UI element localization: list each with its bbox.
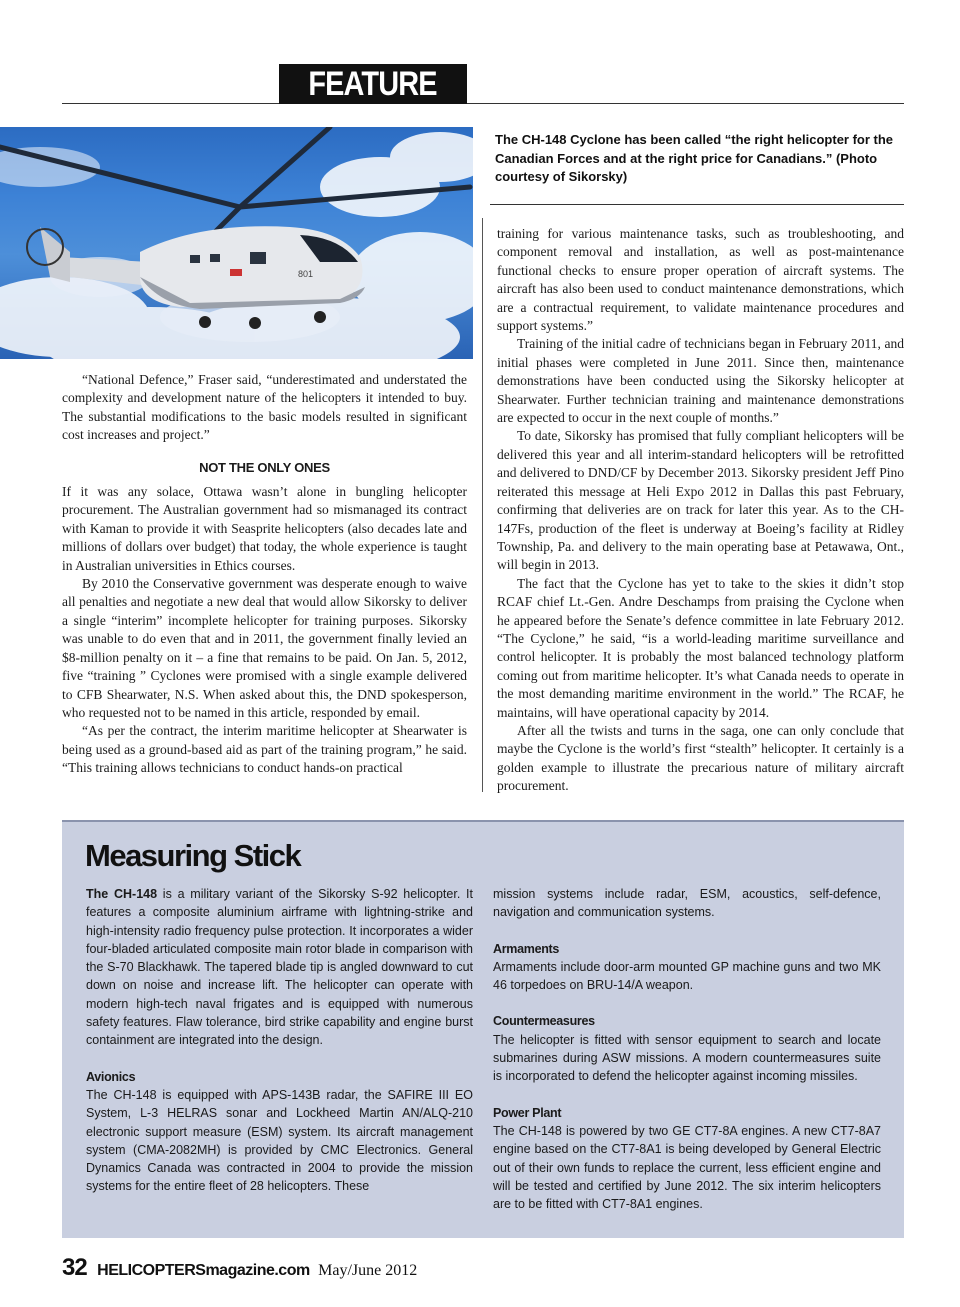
avionics-continued: mission systems include radar, ESM, acoustics, self-defence, navigation and communication systems. <box>493 887 881 920</box>
avionics-text: The CH-148 is equipped with APS-143B radar, the SAFIRE III EO System, L-3 HELRAS sonar and Lockheed Martin AN/ALQ-210 electronic support measure (ESM) system. Its aircraft management system (CMA-2082MH) is provided by CMC Electronics. General Dynamics Canada was contracted in 2004 to provide the mission systems for the entire fleet of 28 helicopters. These <box>86 1087 473 1194</box>
armaments-text: Armaments include door-arm mounted GP machine guns and two MK 46 torpedoes on BRU-14/A weapon. <box>493 959 881 993</box>
tail-number: 801 <box>298 269 314 279</box>
article-paragraph: To date, Sikorsky has promised that fully compliant helicopters will be delivered this year and all interim-standard helicopters will be retrofitted and delivered to DND/CF by December 2013. Sikorsky president Jeff Pino reiterated this message at Heli Expo 2012 in Dallas this past February, confirming that deliveries are on track for later this year. As to the CH-147Fs, production of the fleet is underway at Boeing’s facility at Ridley Township, Pa. and delivery to the main operating base at Petawawa, Ont., will begin in 2013. <box>497 428 904 573</box>
power-plant-heading: Power Plant <box>493 1105 562 1120</box>
article-paragraph: After all the twists and turns in the saga, one can only conclude that maybe the Cyclone is the world’s first “stealth” helicopter. It certainly is a golden example to illustrate the precarious nature of military aircraft procurement. <box>497 722 904 794</box>
magazine-site: HELICOPTERSmagazine.com <box>97 1262 310 1279</box>
sidebar-intro-lead: The CH-148 <box>86 887 158 901</box>
article-paragraph: training for various maintenance tasks, such as troubleshooting, and component removal and installation, as well as post-maintenance functional checks to ensure proper operation of aircraft systems. The aircraft has also been used to conduct maintenance demonstrations, which are a contractual requirement, to validate maintenance procedures and support systems.” <box>497 226 904 334</box>
power-plant-text: The CH-148 is powered by two GE CT7-8A engines. A new CT7-8A7 engine based on the CT7-8A1 is being developed by General Electric out of their own funds to replace the current, less efficient engine and will be tested and certified by June 2012. The six interim helicopters are to be fitted with CT7-8A1 engines. <box>493 1123 881 1212</box>
article-paragraph: The fact that the Cyclone has yet to take to the skies it didn’t stop RCAF chief Lt.-Gen. Andre Deschamps from praising the Cyclone when he appeared before the Senate’s defence committee in late February 2012. “The Cyclone,” he said, “is a world-leading maritime surveillance and control helicopter. It is probably the most balanced technology platform coming out from maritime helicopter. It’s what Canada needs to operate in the most demanding maritime environment in the world.” The RCAF, he maintains, will have operational capacity by 2014. <box>497 575 904 720</box>
section-label: FEATURE <box>279 64 467 104</box>
page-footer <box>62 1254 417 1282</box>
sidebar-intro <box>86 885 473 1050</box>
article-subhead: NOT THE ONLY ONES <box>199 459 330 475</box>
armaments-heading: Armaments <box>493 941 560 956</box>
article-paragraph: Training of the initial cadre of technicians began in February 2011, and initial phases were completed in June 2011. Since then, maintenance demonstrations have been conducted using the Sikorsky helicopter at Shearwater. Further technician training and maintenance demonstrations are expected to occur in the next couple of months.” <box>497 336 904 426</box>
column-divider <box>482 218 483 792</box>
photo-caption: The CH-148 Cyclone has been called “the right helicopter for the Canadian Forces and at the right price for Canadians.” (Photo courtesy of Sikorsky) <box>495 132 894 184</box>
caption-rule <box>490 204 904 205</box>
article-paragraph: If it was any solace, Ottawa wasn’t alone in bungling helicopter procurement. The Australian government had so mismanaged its contract with Kaman to provide it with Seasprite helicopters (also decades late and millions of dollars over budget) that today, the whole experience is taught in Australian universities in Ethics courses. <box>62 484 467 573</box>
countermeasures-text: The helicopter is fitted with sensor equipment to search and locate submarines during ASW missions. A modern countermeasures suite is incorporated to defend the helicopter against incoming missiles. <box>493 1032 881 1084</box>
helicopter-illustration <box>0 127 473 359</box>
issue-date: May/June 2012 <box>318 1262 418 1279</box>
article-paragraph: By 2010 the Conservative government was desperate enough to waive all penalties and negotiate a new deal that would allow Sikorsky to deliver a single “interim” incomplete helicopter for training purposes. Sikorsky was unable to do even that and in 2011, the government finally levied an $8-million penalty on it – a fine that remains to be paid. On Jan. 5, 2012, five “training ” Cyclones were promised with a single example delivered to CFB Shearwater, N.S. When asked about this, the DND spokesperson, who requested not to be named in this article, responded by email. <box>62 576 467 720</box>
countermeasures-heading: Countermeasures <box>493 1014 595 1029</box>
article-left-column <box>62 371 467 778</box>
article-paragraph: “National Defence,” Fraser said, “underestimated and understated the complexity and development nature of the helicopters it intended to buy. The substantial modifications to the basic models resulted in significant cost increases and project.” <box>62 372 467 443</box>
sidebar-intro-text: is a military variant of the Sikorsky S-92 helicopter. It features a composite aluminium airframe with lightning-strike and high-intensity radio frequency pulse protection. It incorporates a wider four-bladed articulated composite main rotor blade in comparison with the S-70 Blackhawk. The tapered blade tip is angled downward to cut down on noise and increase lift. The helicopter can operate with modern high-tech naval frigates and is equipped with numerous safety features. Flaw tolerance, bird strike capability and engine burst containment are integrated into the design. <box>86 887 473 1048</box>
sidebar-title: Measuring Stick <box>85 838 301 873</box>
sidebar-right-column <box>493 885 881 1213</box>
sidebar-left-column <box>86 885 473 1196</box>
helicopter-photo <box>0 127 473 359</box>
page-number: 32 <box>62 1254 87 1281</box>
avionics-heading: Avionics <box>86 1069 136 1084</box>
header-rule <box>62 103 904 104</box>
article-right-column <box>497 225 904 796</box>
article-paragraph: “As per the contract, the interim maritime helicopter at Shearwater is being used as a ground-based aid as part of the training program,” he said. “This training allows technicians to conduct hands-on practical <box>62 723 467 776</box>
